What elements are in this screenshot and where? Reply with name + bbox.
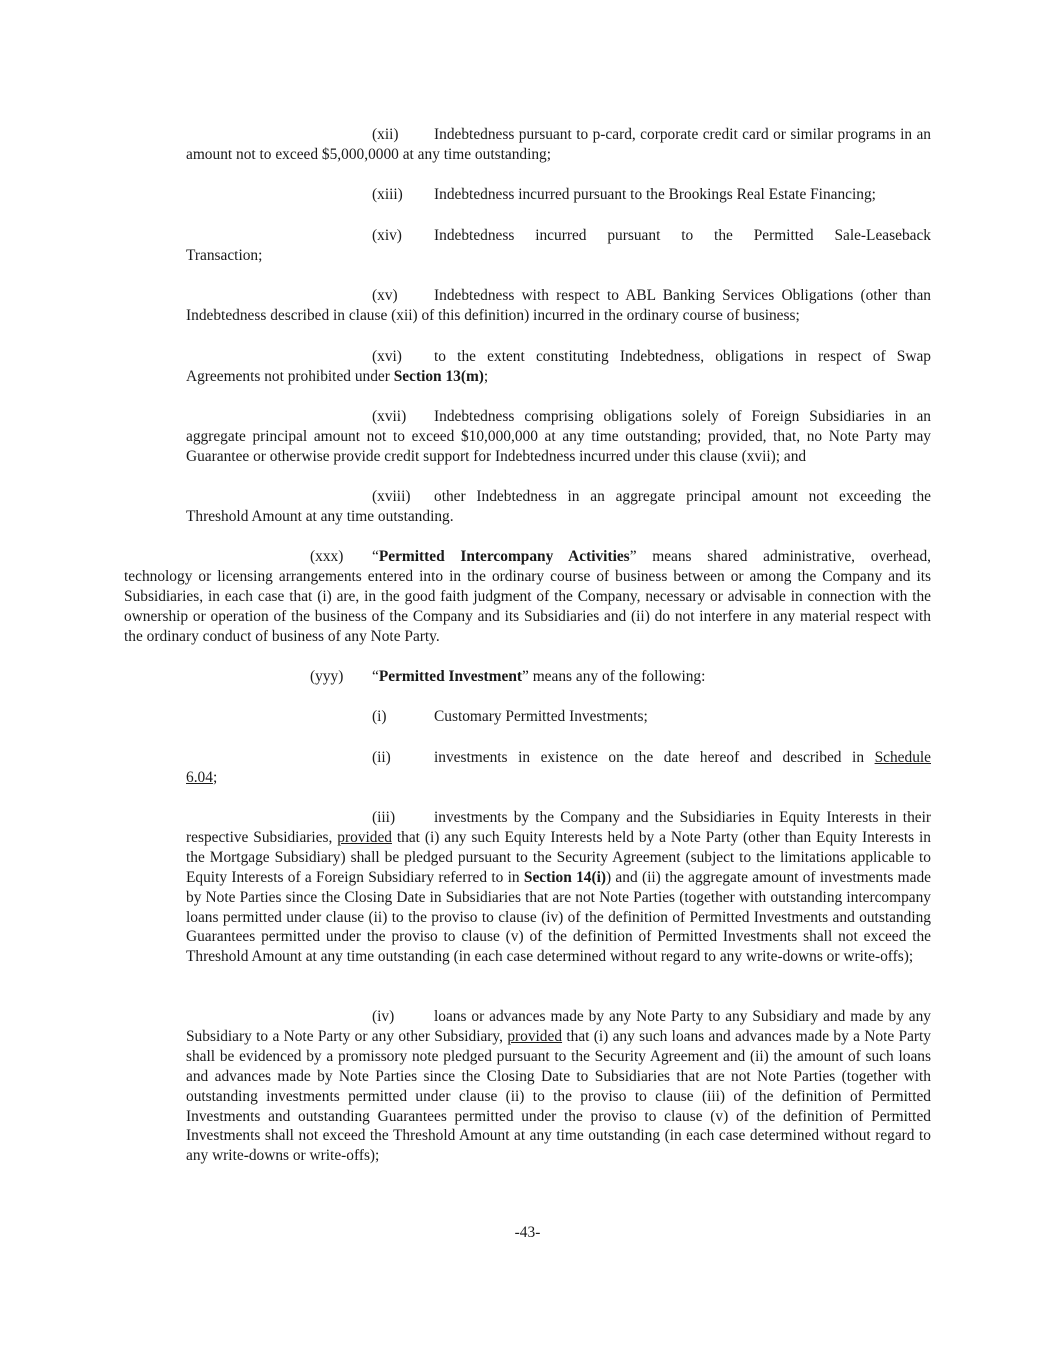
clause-number: (xvii): [372, 408, 407, 425]
open-quote: “: [372, 668, 379, 685]
clause-xii: [186, 125, 931, 165]
clause-number: (iii): [372, 809, 396, 826]
definition-permitted-investment: [124, 667, 931, 687]
clause-number: (iv): [372, 1008, 395, 1025]
clause-i: [186, 707, 931, 727]
clause-xvi: [186, 347, 931, 387]
definition-text: ” means shared administrative, overhead, technology or licensing arrangements entered into in the ordinary course of business between or among the Company and its Subsidiaries, in each case that (i) are, in the good faith judgment of the Company, necessary or advisable in connection with the ownership or operation of the business of the Company and its Subsidiaries and (ii) do not interfere in any material respect with the ordinary conduct of business of any Note Party.: [124, 548, 931, 645]
clause-number: (ii): [372, 749, 391, 766]
clause-text-continued: Transaction;: [186, 246, 263, 264]
clause-text: that (i) any such loans and advances made by a Note Party shall be evidenced by a promissory note pledged pursuant to the Security Agreement and (ii) the amount of such loans and advances made by Note Parties since the Closing Date to Subsidiaries that are not Note Parties (together with outstanding investments permitted under clause (ii) to the proviso to clause (iii) of the definition of Permitted Investments and outstanding Guarantees permitted under the proviso to clause (v) of the definition of Permitted Investments shall not exceed the Threshold Amount at any time outstanding (in each case determined without regard to any write-downs or write-offs);: [186, 1027, 932, 1165]
definition-number: (yyy): [310, 668, 344, 685]
clause-text: loans or advances made by any Note Party to any Subsidiary and made by any Subsidiary to a Note Party or any other Subsidiary,: [186, 1008, 931, 1045]
clause-xv: [186, 286, 931, 326]
clause-text: investments by the Company and the Subsidiaries in Equity Interests in their respective Subsidiaries,: [186, 809, 931, 846]
clause-first-line: [186, 748, 931, 768]
proviso-term: provided: [337, 828, 392, 846]
open-quote: “: [372, 548, 379, 565]
clause-text: Customary Permitted Investments;: [434, 708, 648, 725]
clause-first-line: [186, 226, 931, 246]
definition-permitted-intercompany-activities: [124, 547, 931, 647]
proviso-term: provided: [507, 1027, 563, 1045]
schedule-reference-number: 6.04: [186, 768, 213, 786]
clause-ii: [186, 748, 931, 788]
clause-text: Indebtedness with respect to ABL Banking Services Obligations (other than Indebtedness described in clause (xii) of this definition) incurred in the ordinary course of business;: [186, 287, 931, 324]
clause-number: (xiv): [372, 227, 402, 244]
clause-number: (xviii): [372, 488, 411, 505]
clause-text: to the extent constituting Indebtedness, obligations in respect of Swap Agreements not prohibited under: [186, 348, 931, 385]
defined-term: Permitted Intercompany Activities: [378, 548, 630, 565]
section-reference: Section 14(i): [523, 868, 606, 886]
clause-xiv: [186, 226, 931, 266]
clause-text: Indebtedness incurred pursuant to the Permitted Sale-Leaseback: [434, 227, 931, 244]
definition-number: (xxx): [310, 548, 344, 565]
section-reference: Section 13(m): [393, 367, 484, 385]
clause-number: (xvi): [372, 348, 402, 365]
clause-iv: [186, 1007, 931, 1166]
clause-number: (xv): [372, 287, 398, 304]
page-number: -43-: [514, 1224, 541, 1241]
clause-xviii: [186, 487, 931, 527]
clause-text: ) and (ii) the aggregate amount of investments made by Note Parties since the Closing Date in Subsidiaries that are not Note Parties (together with outstanding intercompany loans permitted under clause (ii) to the proviso to clause (iv) of the definition of Permitted Investments and outstanding Guarantees permitted under the proviso to clause (v) of the definition of Permitted Investments shall not exceed the Threshold Amount at any time outstanding (in each case determined without regard to any write-downs or write-offs);: [186, 868, 932, 966]
defined-term: Permitted Investment: [378, 668, 523, 685]
clause-text: investments in existence on the date hereof and described in: [434, 749, 875, 766]
clause-text: other Indebtedness in an aggregate principal amount not exceeding the Threshold Amount at any time outstanding.: [186, 488, 931, 525]
clause-xvii: [186, 407, 931, 467]
clause-text: Indebtedness incurred pursuant to the Brookings Real Estate Financing;: [434, 186, 876, 203]
clause-iii: [186, 808, 931, 967]
clause-number: (xii): [372, 126, 399, 143]
clause-number: (i): [372, 708, 387, 725]
clause-text-end: ;: [483, 367, 489, 385]
clause-text: Indebtedness pursuant to p-card, corporate credit card or similar programs in an amount not to exceed $5,000,0000 at any time outstanding;: [186, 126, 931, 163]
schedule-reference: Schedule: [874, 749, 931, 766]
clause-text-end: ;: [212, 768, 218, 786]
clause-number: (xiii): [372, 186, 403, 203]
clause-text: that (i) any such Equity Interests held by a Note Party (other than Equity Interests in the Mortgage Subsidiary) shall be pledged pursuant to the Security Agreement (subject to the limitations applicable to Equity Interests of a Foreign Subsidiary referred to in: [186, 828, 931, 886]
clause-xiii: [186, 185, 931, 205]
definition-text: ” means any of the following:: [522, 668, 706, 685]
clause-text: Indebtedness comprising obligations solely of Foreign Subsidiaries in an aggregate principal amount not to exceed $10,000,000 at any time outstanding; provided, that, no Note Party may Guarantee or otherwise provide credit support for Indebtedness incurred under this clause (xvii); and: [186, 408, 931, 465]
